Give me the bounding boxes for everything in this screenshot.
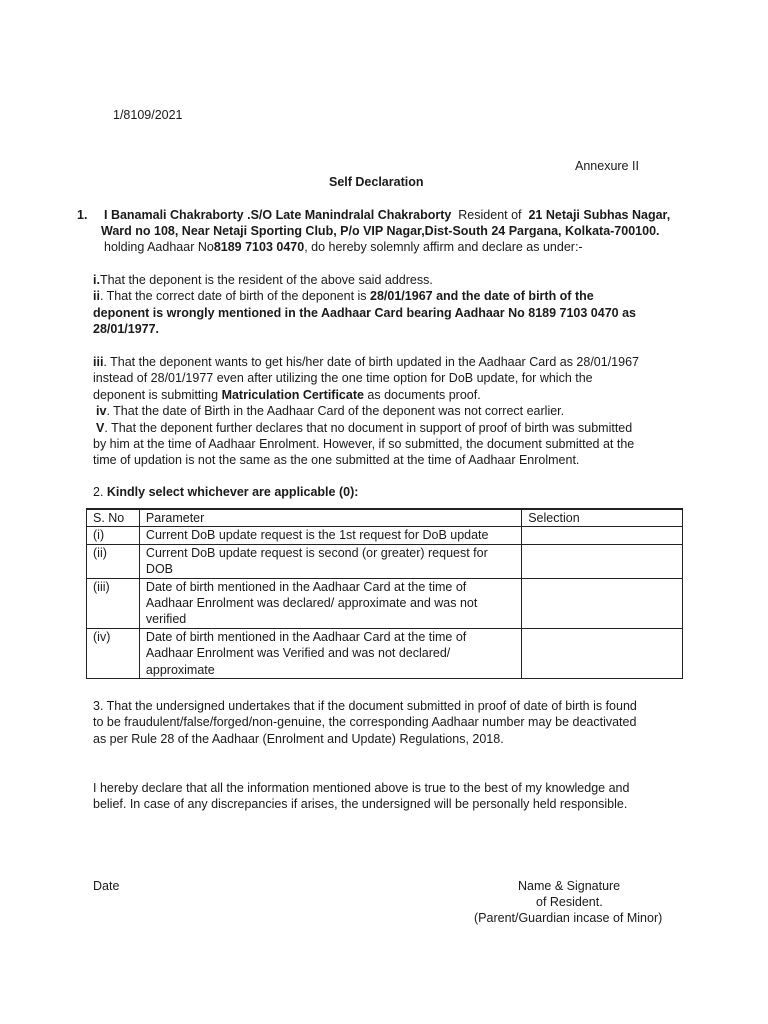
- section3: 3. That the undersigned undertakes that if the document submitted in proof of date of birth is found to be fraudulent/false/forged/non-genuine, the corresponding Aadhaar number may be deactivated as per Rule 28 of the Aadhaar (Enrolment and Update) Regulations, 2018.: [93, 699, 637, 746]
- clause-i: i.That the deponent is the resident of the above said address.: [93, 273, 433, 287]
- clauses-block: i.That the deponent is the resident of the above said address. ii. That the correct date of birth of the deponent is 28/01/1967 and the date of birth of the deponent is wrongly mentioned in the Aadhaar Card bearing Aadhaar No 8189 7103 0470 as 28/01/1977.: [93, 273, 636, 337]
- page-title: Self Declaration: [329, 175, 424, 189]
- table-row: (i) Current DoB update request is the 1st request for DoB update: [87, 527, 683, 544]
- clauses-block-2: iii. That the deponent wants to get his/her date of birth updated in the Aadhaar Card as 28/01/1967 instead of 28/01/1977 even after utilizing the one time option for DoB update, for which the deponent is submitting Matriculation Certificate as documents proof. iv. That the date of Birth in the Aadhaar Card of the deponent was not correct earlier. V. That the deponent further declares that no document in support of proof of birth was submitted by him at the time of Aadhaar Enrolment. However, if so submitted, the document submitted at the time of updation is not the same as the one submitted at the time of Aadhaar Enrolment.: [93, 355, 639, 468]
- address-part1: 21 Netaji Subhas Nagar,: [528, 208, 671, 222]
- selection-cell[interactable]: [522, 578, 683, 628]
- section1-line1: [104, 207, 670, 223]
- section2-heading: 2. Kindly select whichever are applicable (0):: [93, 485, 359, 499]
- section1-number: 1.: [77, 208, 88, 222]
- table-row: (ii) Current DoB update request is second (or greater) request for DOB: [87, 544, 683, 578]
- dob-table: [86, 508, 683, 679]
- header-parameter: Parameter: [139, 509, 521, 527]
- declaration: I hereby declare that all the information mentioned above is true to the best of my knowledge and belief. In case of any discrepancies if arises, the undersigned will be personally held responsible.: [93, 781, 630, 812]
- table-row: (iv) Date of birth mentioned in the Aadhaar Card at the time of Aadhaar Enrolment was Verified and was not declared/ approximate: [87, 628, 683, 678]
- header-selection: Selection: [522, 509, 683, 527]
- aadhaar-number: 8189 7103 0470: [213, 240, 305, 254]
- clause-ii: ii. That the correct date of birth of the deponent is 28/01/1967 and the date of birth of the: [93, 289, 594, 304]
- table-header-row: [87, 509, 683, 527]
- resident-of-label: Resident of: [458, 208, 522, 222]
- selection-cell[interactable]: [522, 628, 683, 678]
- selection-cell[interactable]: [522, 527, 683, 544]
- clause-v: V. That the deponent further declares that no document in support of proof of birth was submitted: [96, 420, 633, 435]
- signature-resident: of Resident.: [536, 895, 603, 909]
- table-row: (iii) Date of birth mentioned in the Aadhaar Card at the time of Aadhaar Enrolment was declared/ approximate and was not verified: [87, 578, 683, 628]
- signature-label: Name & Signature: [518, 879, 621, 893]
- date-label: Date: [93, 879, 120, 893]
- selection-cell[interactable]: [522, 544, 683, 578]
- document-proof: Matriculation Certificate: [221, 387, 364, 402]
- clause-iv: iv. That the date of Birth in the Aadhaar Card of the deponent was not correct earlier.: [96, 404, 565, 419]
- reference-number: 1/8109/2021: [113, 108, 183, 122]
- deponent-name: I Banamali Chakraborty .S/O Late Manindralal Chakraborty: [104, 208, 452, 222]
- annexure-label: Annexure II: [575, 159, 639, 173]
- clause-iii: iii. That the deponent wants to get his/her date of birth updated in the Aadhaar Card as 28/01/1967: [93, 355, 639, 369]
- signature-guardian-note: (Parent/Guardian incase of Minor): [474, 911, 663, 925]
- section1-line2: Ward no 108, Near Netaji Sporting Club, P/o VIP Nagar,Dist-South 24 Pargana, Kolkata-700100.: [101, 224, 660, 238]
- header-sno: S. No: [87, 509, 140, 527]
- section1-line3: holding Aadhaar No8189 7103 0470, do hereby solemnly affirm and declare as under:-: [104, 240, 583, 254]
